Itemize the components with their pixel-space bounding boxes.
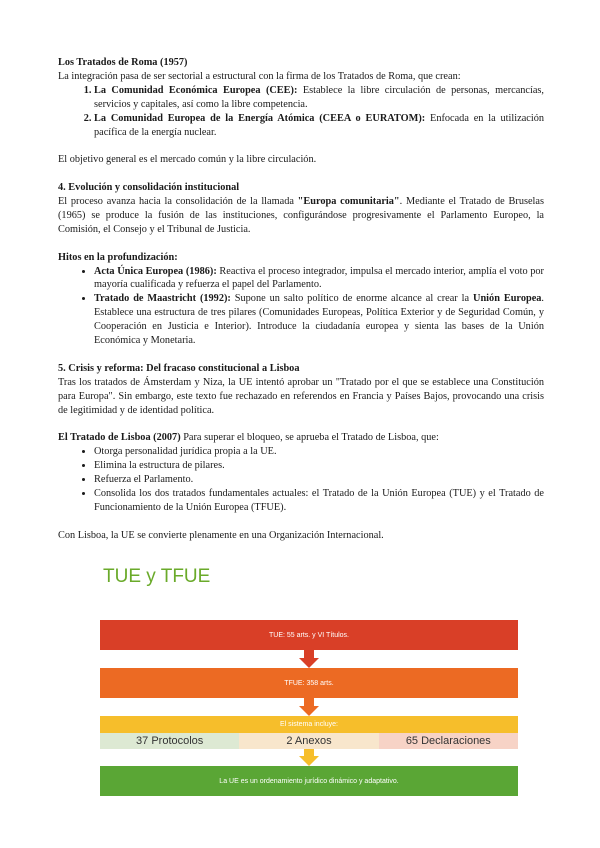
- list-item-bold: Tratado de Maastricht (1992):: [94, 293, 231, 305]
- list-item: [94, 265, 544, 293]
- arrow-down-icon: [299, 749, 319, 766]
- list-item: [94, 112, 544, 140]
- diagram-title: TUE y TFUE: [103, 566, 211, 587]
- list-item: [94, 84, 544, 112]
- lisboa-intro: [58, 431, 544, 445]
- cell-declaraciones: 65 Declaraciones: [379, 733, 518, 749]
- cell-anexos: 2 Anexos: [239, 733, 378, 749]
- text-span: El proceso avanza hacia la consolidación de la llamada: [58, 196, 298, 208]
- list-item-bold: La Comunidad Económica Europea (CEE):: [94, 84, 298, 96]
- text-bold: "Europa comunitaria": [297, 196, 400, 208]
- roma-intro: La integración pasa de ser sectorial a estructural con la firma de los Tratados de Roma, que crean:: [58, 70, 461, 82]
- list-item-bold: Acta Única Europea (1986):: [94, 265, 217, 277]
- document-body: [58, 56, 544, 543]
- roma-heading: Los Tratados de Roma (1957): [58, 57, 188, 68]
- list-item-text: . Establece una estructura de tres pilares (Comunidades Europeas, Política Exterior y de Seguridad Común, y Cooperación en Justicia e Interior). Introduce la ciudadanía europea y sienta las bases de la Unión Económica y Monetaria.: [94, 293, 544, 347]
- lisboa-closing: Con Lisboa, la UE se convierte plenamente en una Organización Internacional.: [58, 529, 384, 541]
- list-item: • Refuerza el Parlamento.: [94, 473, 544, 487]
- text-span: . Mediante el Tratado de Bruselas (1965) se produce la fusión de las instituciones, configurándose progresivamente el Parlamento Europeo, la Comisión, el Consejo y el Tribunal de Justicia.: [58, 196, 544, 235]
- arrow-down-icon: [299, 650, 319, 668]
- diagram-box-conclusion: La UE es un ordenamiento jurídico dinámico y adaptativo.: [100, 766, 518, 796]
- diagram-box-tfue: TFUE: 358 arts.: [100, 668, 518, 698]
- lisboa-heading: El Tratado de Lisboa (2007): [58, 432, 181, 444]
- evolucion-heading: 4. Evolución y consolidación institucional: [58, 182, 240, 194]
- crisis-paragraph: Tras los tratados de Ámsterdam y Niza, la UE intentó aprobar un "Tratado por el que se establece una Constitución para Europa". Sin embargo, este texto fue rechazado en referendos en Francia y Países Bajos, provocando una crisis de legitimidad y de identidad política.: [58, 376, 544, 416]
- list-item: • Otorga personalidad jurídica propia a la UE.: [94, 445, 544, 459]
- list-item: • Consolida los dos tratados fundamentales actuales: el Tratado de la Unión Europea (TUE) y el Tratado de Funcionamiento de la Unión Europea (TFUE).: [94, 487, 544, 515]
- diagram-box-tue: TUE: 55 arts. y VI Títulos.: [100, 620, 518, 650]
- list-item-bold: Unión Europea: [473, 293, 542, 305]
- arrow-down-icon: [299, 698, 319, 716]
- diagram-box-sistema: El sistema incluye:: [100, 716, 518, 733]
- lisboa-list: [58, 445, 544, 515]
- list-item-text: Reactiva el proceso integrador, impulsa el mercado interior, amplía el voto por mayoría cualificada y refuerza el papel del Parlamento.: [94, 265, 544, 291]
- crisis-heading: 5. Crisis y reforma: Del fracaso constitucional a Lisboa: [58, 362, 300, 374]
- roma-objective: El objetivo general es el mercado común y la libre circulación.: [58, 154, 317, 166]
- list-item: [94, 292, 544, 348]
- list-item-text: Enfocada en la utilización pacífica de la energía nuclear.: [94, 112, 544, 138]
- list-item: • Elimina la estructura de pilares.: [94, 459, 544, 473]
- list-item-text: Establece la libre circulación de personas, mercancías, servicios y capitales, así como la libre competencia.: [94, 84, 544, 110]
- roma-list: [58, 84, 544, 140]
- cell-protocolos: 37 Protocolos: [100, 733, 239, 749]
- list-item-bold: La Comunidad Europea de la Energía Atómica (CEEA o EURATOM):: [94, 112, 426, 124]
- diagram-cells: [100, 733, 518, 749]
- hitos-heading: Hitos en la profundización:: [58, 251, 178, 263]
- hitos-list: [58, 265, 544, 348]
- text-span: Para superar el bloqueo, se aprueba el Tratado de Lisboa, que:: [180, 432, 439, 444]
- list-item-text: Supone un salto político de enorme alcance al crear la: [230, 293, 474, 305]
- evolucion-paragraph: [58, 195, 544, 237]
